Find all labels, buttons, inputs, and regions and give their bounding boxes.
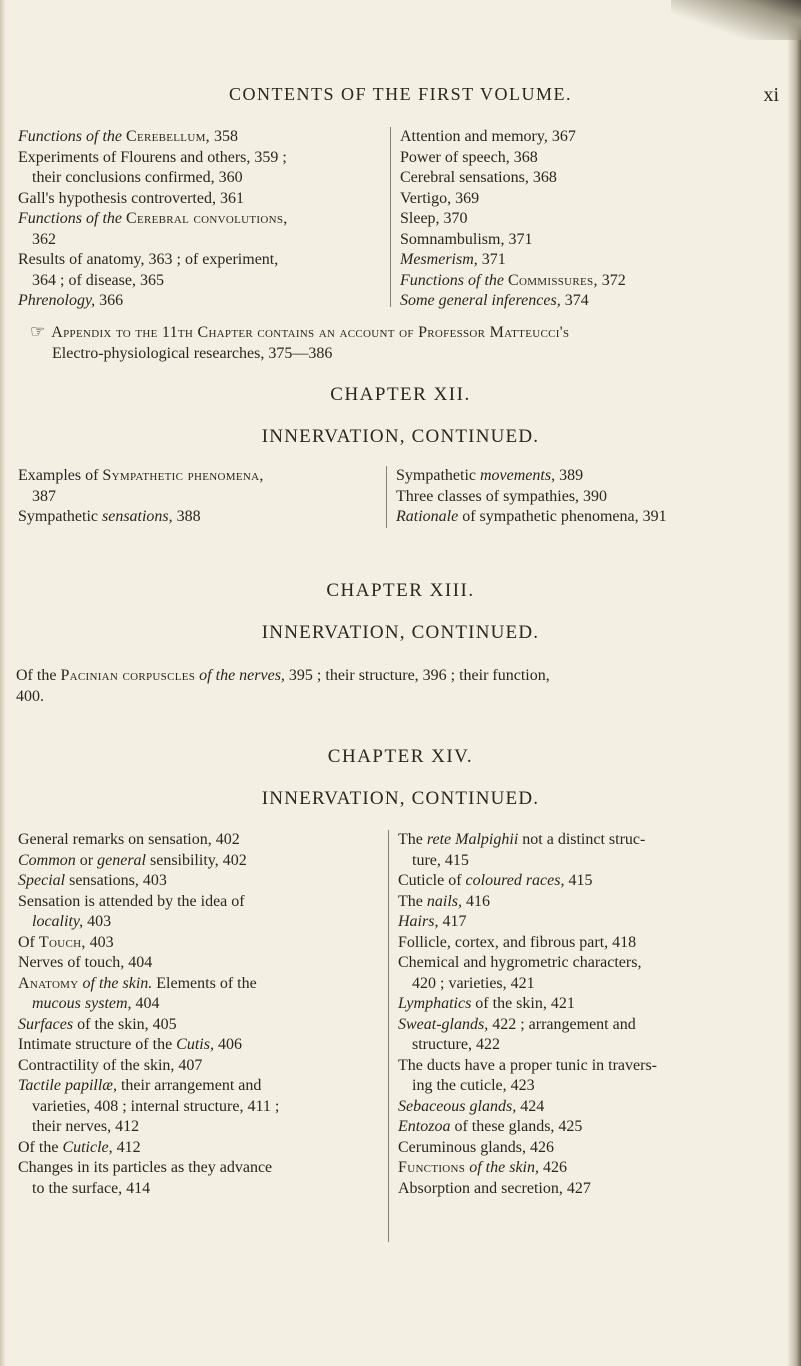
toc-entry: Sympathetic movements, 389 [396,467,584,484]
chapter-xiv-right-column [398,830,783,1199]
toc-entry: Vertigo, 369 [400,189,480,207]
toc-entry: Anatomy of the skin. Elements of the mucous system, 404 [18,974,257,1012]
toc-entry: Chemical and hygrometric characters, 420 ; varieties, 421 [398,954,642,992]
toc-entry: Three classes of sympathies, 390 [396,487,608,505]
appendix-note [30,321,780,364]
toc-entry: Gall's hypothesis controverted, 361 [18,189,244,207]
toc-entry: Common or general sensibility, 402 [18,851,247,869]
toc-entry: Results of anatomy, 363 ; of experiment, 364 ; of disease, 365 [18,251,279,289]
toc-entry: Sleep, 370 [400,210,468,227]
chapter-xiv-left-column [18,830,380,1199]
toc-entry: Examples of Sympathetic phenomena, 387 [18,467,264,505]
toc-entry: Lymphatics of the skin, 421 [398,995,575,1012]
toc-entry: Cerebral sensations, 368 [400,169,557,186]
toc-entry: Phrenology, 366 [18,292,124,309]
page-edge-right [787,0,801,1366]
toc-entry: Functions of the skin, 426 [398,1159,567,1176]
toc-entry: Functions of the Cerebellum, 358 [18,128,238,145]
chapter-xiii-entry: Of the Pacinian corpuscles of the nerves, 395 ; their structure, 396 ; their function, 400. [16,667,550,705]
toc-entry: Surfaces of the skin, 405 [18,1015,177,1033]
toc-entry: Mesmerism, 371 [400,251,506,268]
toc-entry: Sebaceous glands, 424 [398,1097,545,1115]
toc-entry: Sweat-glands, 422 ; arrangement and structure, 422 [398,1015,636,1053]
running-head-title: CONTENTS OF THE FIRST VOLUME. [228,84,573,104]
toc-entry: Experiments of Flourens and others, 359 ; their conclusions confirmed, 360 [18,148,287,186]
chapter-xiii-heading: CHAPTER XIII. [326,580,475,601]
toc-entry: The ducts have a proper tunic in travers- ing the cuticle, 423 [398,1056,658,1094]
toc-entry: Tactile papillæ, their arrangement and varieties, 408 ; internal structure, 411 ; their nerves, 412 [18,1077,280,1135]
column-divider [390,127,391,307]
toc-entry: Cuticle of coloured races, 415 [398,872,593,889]
toc-entry: Nerves of touch, 404 [18,954,153,971]
cerebellum-right-column [400,127,780,312]
chapter-xiv-heading: CHAPTER XIV. [327,746,474,767]
column-divider [386,466,387,528]
page-number: xi [763,84,779,106]
toc-entry: The nails, 416 [398,892,490,910]
toc-entry: Entozoa of these glands, 425 [398,1118,583,1135]
toc-entry: Some general inferences, 374 [400,292,589,309]
toc-entry: Attention and memory, 367 [400,128,576,145]
toc-entry: Changes in its particles as they advance to the surface, 414 [18,1159,273,1197]
appendix-line-2: Electro-physiological researches, 375—386 [52,345,333,362]
toc-entry: Contractility of the skin, 407 [18,1056,203,1074]
toc-entry: Special sensations, 403 [18,872,167,889]
appendix-line-1: Appendix to the 11th Chapter contains an account of Professor Matteucci's [51,324,570,341]
column-divider [388,830,389,1242]
toc-entry: Of Touch, 403 [18,933,114,951]
toc-entry: Power of speech, 368 [400,148,538,166]
toc-entry: Somnambulism, 371 [400,230,533,248]
chapter-xiv-subtitle: INNERVATION, CONTINUED. [261,788,540,809]
toc-entry: Rationale of sympathetic phenomena, 391 [396,508,667,525]
toc-entry: Absorption and secretion, 427 [398,1179,591,1197]
toc-entry: Hairs, 417 [398,913,467,930]
toc-entry: Of the Cuticle, 412 [18,1138,141,1156]
pointing-hand-icon: ☞ [30,322,46,341]
toc-entry: Functions of the Commissures, 372 [400,271,626,289]
toc-entry: Sympathetic sensations, 388 [18,508,201,525]
page-corner-shadow [671,0,801,40]
toc-entry: Ceruminous glands, 426 [398,1138,554,1156]
page-edge-left [0,0,6,1366]
chapter-xii-left-column [18,466,378,528]
toc-entry: General remarks on sensation, 402 [18,831,240,848]
running-head [0,84,801,105]
toc-entry: Follicle, cortex, and fibrous part, 418 [398,933,637,951]
toc-entry: The rete Malpighii not a distinct struc- ture, 415 [398,831,646,869]
chapter-xii-right-column [396,466,786,528]
toc-entry: Sensation is attended by the idea of locality, 403 [18,892,245,930]
chapter-xii-heading: CHAPTER XII. [330,384,471,405]
cerebellum-left-column [18,127,388,312]
toc-entry: Intimate structure of the Cutis, 406 [18,1036,242,1053]
toc-entry: Functions of the Cerebral convolutions, 362 [18,210,288,248]
chapter-xiii-subtitle: INNERVATION, CONTINUED. [261,622,540,643]
chapter-xii-subtitle: INNERVATION, CONTINUED. [261,426,540,447]
